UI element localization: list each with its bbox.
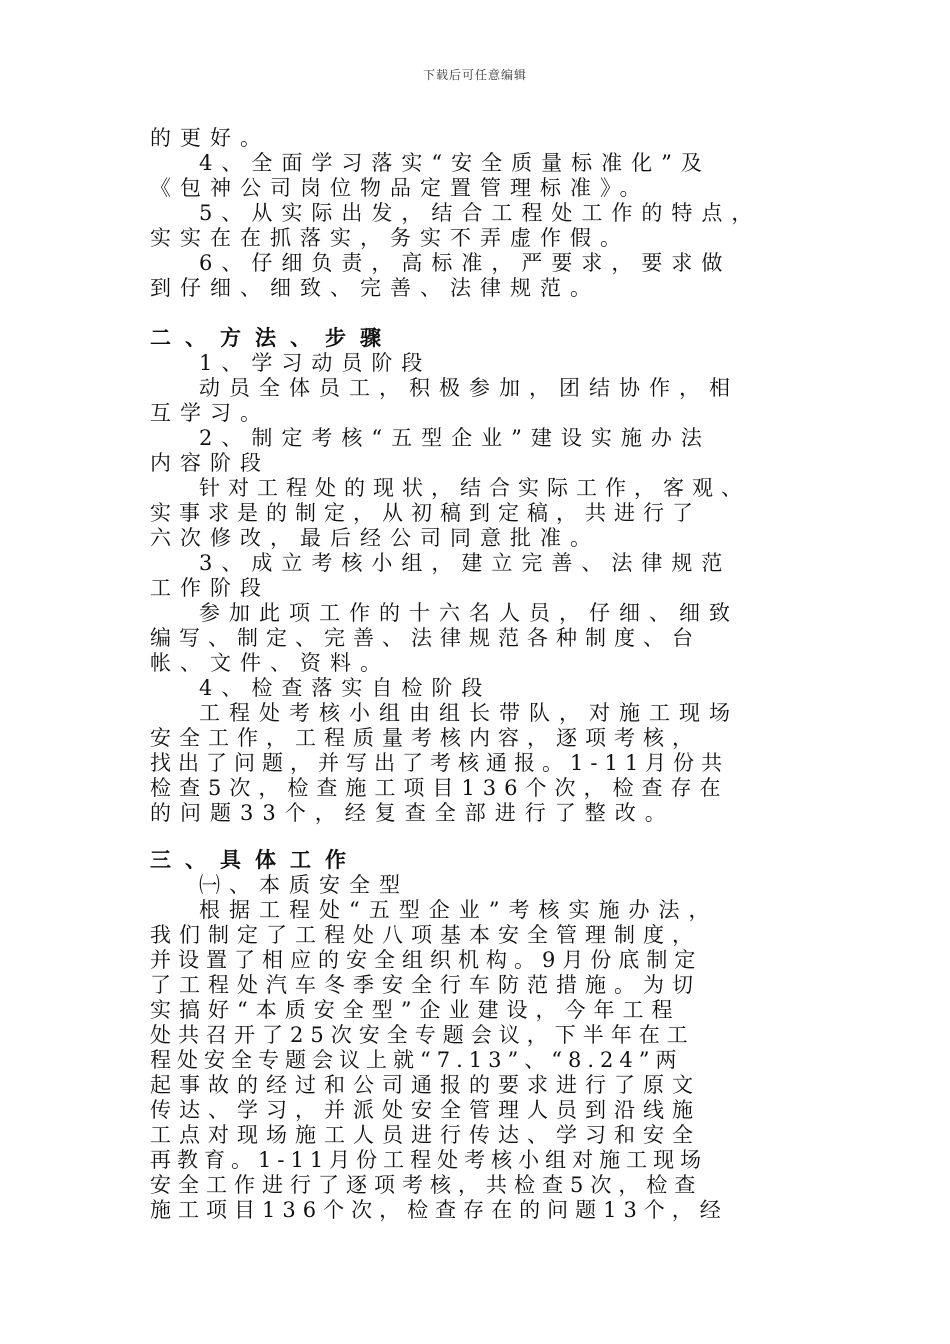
body-line: 的更好。 bbox=[150, 126, 270, 150]
body-line: 6、仔细负责，高标准，严要求，要求做 bbox=[199, 251, 732, 275]
body-line: 帐、文件、资料。 bbox=[150, 651, 390, 675]
subsection-heading: 1、学习动员阶段 bbox=[199, 351, 432, 375]
section-heading: 三、具体工作 bbox=[150, 847, 360, 872]
body-line: 六次修改，最后经公司同意批准。 bbox=[150, 526, 600, 550]
body-line: 传达、学习，并派处安全管理人员到沿线施 bbox=[150, 1098, 701, 1122]
body-line: 处共召开了25次安全专题会议，下半年在工 bbox=[150, 1023, 695, 1047]
body-line: 并设置了相应的安全组织机构。9月份底制定 bbox=[150, 948, 703, 972]
body-line: 安全工作进行了逐项考核，共检查5次，检查 bbox=[150, 1173, 703, 1197]
body-line: 5、从实际出发，结合工程处工作的特点， bbox=[199, 201, 762, 225]
body-line: 再教育。1-11月份工程处考核小组对施工现场 bbox=[150, 1148, 708, 1172]
body-line: 针对工程处的现状，结合实际工作，客观、 bbox=[199, 476, 750, 500]
body-line: 实事求是的制定，从初稿到定稿，共进行了 bbox=[150, 501, 701, 525]
body-line: 编写、制定、完善、法律规范各种制度、台 bbox=[150, 626, 701, 650]
subsection-heading: 内容阶段 bbox=[150, 451, 270, 475]
body-line: 参加此项工作的十六名人员，仔细、细致 bbox=[199, 601, 739, 625]
body-line: 根据工程处“五型企业”考核实施办法， bbox=[199, 898, 719, 922]
subsection-heading: 工作阶段 bbox=[150, 576, 270, 600]
body-line: 到仔细、细致、完善、法律规范。 bbox=[150, 276, 600, 300]
body-line: 工点对现场施工人员进行传达、学习和安全 bbox=[150, 1123, 701, 1147]
body-line: 检查5次，检查施工项目136个次，检查存在 bbox=[150, 776, 729, 800]
body-line: 我们制定了工程处八项基本安全管理制度， bbox=[150, 923, 701, 947]
subsection-heading: 3、成立考核小组，建立完善、法律规范 bbox=[199, 551, 732, 575]
page-header-note: 下载后可任意编辑 bbox=[422, 68, 527, 82]
body-line: 实搞好“本质安全型”企业建设，今年工程 bbox=[150, 998, 681, 1022]
section-heading: 二、方法、步骤 bbox=[150, 325, 395, 350]
subsection-heading: 2、制定考核“五型企业”建设实施办法 bbox=[199, 426, 711, 450]
body-line: 《包神公司岗位物品定置管理标准》。 bbox=[150, 176, 650, 200]
body-line: 实实在在抓落实，务实不弄虚作假。 bbox=[150, 226, 630, 250]
body-line: 互学习。 bbox=[150, 401, 270, 425]
body-line: 4、全面学习落实“安全质量标准化”及 bbox=[199, 151, 711, 175]
subsection-heading: ㈠、本质安全型 bbox=[199, 873, 409, 897]
body-line: 了工程处汽车冬季安全行车防范措施。为切 bbox=[150, 973, 701, 997]
body-line: 起事故的经过和公司通报的要求进行了原文 bbox=[150, 1073, 701, 1097]
body-line: 找出了问题，并写出了考核通报。1-11月份共 bbox=[150, 751, 730, 775]
body-line: 施工项目136个次，检查存在的问题13个，经 bbox=[150, 1198, 728, 1222]
subsection-heading: 4、检查落实自检阶段 bbox=[199, 676, 492, 700]
body-line: 安全工作，工程质量考核内容，逐项考核， bbox=[150, 726, 701, 750]
body-line: 工程处考核小组由组长带队，对施工现场 bbox=[199, 701, 739, 725]
body-line: 动员全体员工，积极参加，团结协作，相 bbox=[199, 376, 739, 400]
body-line: 程处安全专题会议上就“7.13”、“8.24”两 bbox=[150, 1048, 683, 1072]
body-line: 的问题33个，经复查全部进行了整改。 bbox=[150, 801, 675, 825]
